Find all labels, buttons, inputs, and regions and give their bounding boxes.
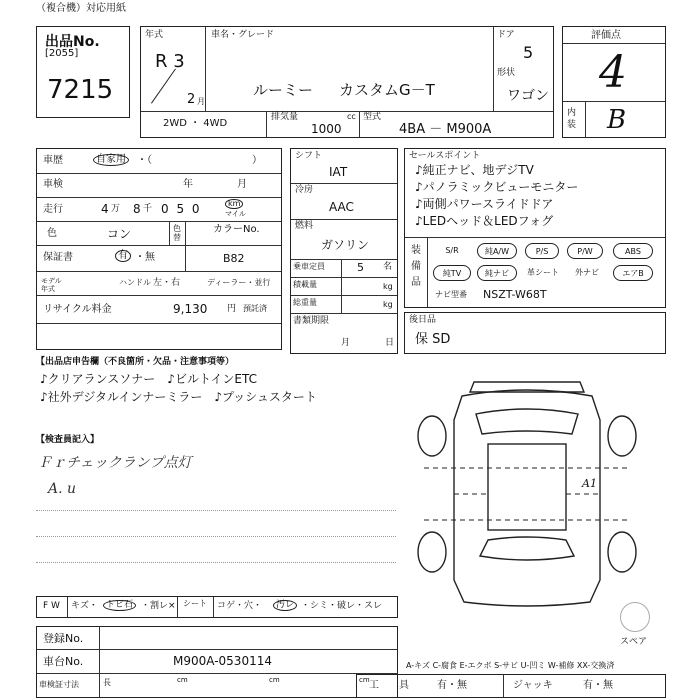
warranty-label: 保証書 (43, 252, 73, 263)
sales-equipment-block (404, 148, 666, 308)
recycle-label: リサイクル料金 (43, 304, 112, 315)
overall-score: 4 (599, 47, 627, 98)
model-code-label: 型式 (363, 112, 382, 122)
recycle-fee: 9,130 (173, 302, 208, 316)
fw-text: ・割レ× (141, 601, 176, 611)
displacement-label: 排気量 (271, 112, 299, 122)
wheel-rear-right (608, 416, 636, 456)
frame-no: M900A-0530114 (173, 654, 272, 668)
km-unit: km (225, 199, 243, 209)
after-items-value: 保 SD (415, 332, 451, 347)
after-items-box (404, 312, 666, 354)
load-unit: kg (383, 282, 393, 291)
equipment-airbag: エアB (613, 265, 653, 281)
mileage-man: 4 (101, 202, 109, 216)
month-unit: 月 (197, 97, 205, 106)
score-box (562, 26, 666, 138)
tools-value: 有・無 (437, 680, 467, 691)
equipment-tv: 純TV (433, 265, 471, 281)
fuel-value: ガソリン (321, 238, 370, 252)
drive-label: 2WD ・ 4WD (163, 118, 228, 129)
warranty-yes: 有 (115, 250, 131, 262)
recycle-deposit: 預託済 (243, 304, 267, 313)
mileage-rest: 0 5 0 (161, 202, 202, 216)
seat-label: シート (183, 599, 207, 608)
color-no: B82 (223, 252, 245, 265)
ac-value: AAC (329, 200, 354, 214)
shift-value: IAT (329, 165, 348, 179)
body-label: 形状 (497, 68, 516, 78)
declaration-line: ♪社外デジタルインナーミラー ♪プッシュスタート (40, 390, 317, 404)
cm-unit: cm (359, 676, 370, 684)
sales-point: ♪両側パワースライドドア (415, 197, 554, 211)
equipment-pw: P/W (567, 243, 603, 259)
form-note: （複合機）対応用紙 (36, 3, 126, 14)
fw-text: キズ・ (71, 601, 98, 611)
mileage-sen: 8 (133, 202, 141, 216)
color-change-label: 色替 (173, 224, 181, 242)
gross-unit: kg (383, 300, 393, 309)
registration-block (36, 626, 398, 698)
man-unit: 万 (111, 204, 121, 214)
equipment-sr: S/R (445, 246, 459, 255)
gross-label: 総重量 (293, 298, 317, 307)
lot-subcode: [2055] (45, 48, 79, 59)
year-value: R 3 (155, 51, 185, 72)
spare-label: スペア (620, 637, 648, 647)
fw-label: F W (43, 601, 60, 611)
inspection-label: 車検 (43, 179, 63, 190)
front-window (480, 537, 574, 560)
warranty-no: ・無 (135, 252, 155, 263)
frame-no-label: 車台No. (43, 655, 84, 668)
capacity-value: 5 (357, 261, 364, 274)
dealer-label: ディーラー・並行 (207, 278, 271, 287)
tools-box (356, 674, 666, 698)
damage-legend: A-キズ C-腐食 E-エクボ S-サビ U-凹ミ W-補修 XX-交換済 (406, 661, 615, 670)
doors-value: 5 (523, 43, 534, 62)
history-block (36, 148, 282, 350)
equipment-alloy-wheels: 純A/W (477, 243, 517, 259)
lot-box (36, 26, 130, 118)
handle-value: 左・右 (153, 278, 181, 288)
interior-label: 内装 (567, 108, 577, 130)
declaration-line: ♪クリアランスソナー ♪ビルトインETC (40, 372, 257, 386)
sales-point: ♪純正ナビ、地デジTV (415, 163, 534, 177)
inspector-label: 【検査員記入】 (36, 435, 100, 445)
sales-point: ♪パノラミックビューモニター (415, 180, 579, 194)
wheel-front-left (418, 532, 446, 572)
docs-month: 月 (341, 338, 351, 348)
seat-text: コゲ・穴・ (217, 601, 263, 611)
interior-score: B (607, 105, 627, 135)
docs-day: 日 (385, 338, 395, 348)
after-items-label: 後日品 (409, 315, 437, 325)
body-value: ワゴン (507, 88, 549, 104)
navi-model-label: ナビ型番 (435, 290, 467, 299)
jack-label: ジャッキ (513, 680, 553, 691)
color-value: コン (107, 227, 132, 241)
spare-tire-icon (620, 602, 650, 632)
score-label: 評価点 (591, 30, 621, 41)
reg-rest: ・（ ） (137, 155, 262, 166)
damage-mark: A1 (582, 477, 597, 490)
model-name: ルーミー (253, 81, 314, 99)
cm-unit: cm (177, 676, 188, 684)
handle-label: ハンドル (119, 278, 151, 287)
grade: カスタムG－T (339, 81, 435, 99)
inspector-note: A. u (48, 481, 77, 497)
cm-unit: cm (269, 676, 280, 684)
recycle-unit: 円 (227, 304, 237, 314)
sales-point: ♪LEDヘッド＆LEDフォグ (415, 214, 554, 228)
doors-label: ドア (497, 30, 515, 40)
tools-label: 工 具 (369, 680, 409, 691)
mileage-label: 走行 (43, 204, 63, 215)
seat-circled: 汚レ (273, 600, 297, 611)
inspection-month: 月 (237, 179, 247, 190)
jack-value: 有・無 (583, 680, 613, 691)
capacity-label: 乗車定員 (293, 262, 325, 271)
wheel-rear-left (418, 416, 446, 456)
seat-text: ・シミ・破レ・スレ (301, 601, 383, 611)
long-label: 長 (103, 678, 111, 687)
navi-model: NSZT-W68T (483, 288, 547, 301)
inspection-year: 年 (183, 179, 193, 190)
equipment-label: 装備品 (411, 245, 421, 288)
declaration-label: 【出品店申告欄（不良箇所・欠品・注意事項等） (36, 357, 235, 367)
year-label: 年式 (145, 30, 164, 40)
fw-row (36, 596, 398, 618)
equipment-abs: ABS (613, 243, 653, 259)
equipment-ps: P/S (525, 243, 559, 259)
reg-no-label: 登録No. (43, 632, 84, 645)
vehicle-block (140, 26, 554, 138)
capacity-unit: 名 (383, 262, 393, 272)
cc-unit: cc (347, 112, 356, 121)
fuel-label: 燃料 (295, 221, 314, 231)
equipment-ext-navi: 外ナビ (575, 268, 599, 277)
car-outline (454, 390, 600, 606)
mile-unit: マイル (225, 210, 246, 218)
roof (488, 444, 566, 530)
color-no-label: カラーNo. (213, 224, 260, 235)
color-label: 色 (47, 228, 57, 239)
reg-label: 車歴 (43, 155, 63, 166)
lot-label: 出品No. (45, 34, 100, 50)
sen-unit: 千 (143, 204, 153, 214)
model-year-label: モデル年式 (41, 277, 62, 293)
name-grade-label: 車名・グレード (211, 30, 275, 40)
equipment-navi: 純ナビ (477, 265, 517, 281)
equipment-leather: 革シート (527, 268, 559, 277)
lot-number: 7215 (47, 75, 114, 105)
inspector-note: Ｆｒチェックランプ点灯 (38, 455, 192, 471)
reg-value: 自家用 (93, 154, 129, 166)
load-label: 積載量 (293, 280, 317, 289)
ac-label: 冷房 (295, 185, 314, 195)
model-code: 4BA － M900A (399, 122, 492, 137)
size-label: 車検証寸法 (39, 680, 79, 689)
displacement-value: 1000 (311, 122, 342, 136)
wheel-front-right (608, 532, 636, 572)
docs-label: 書類期限 (293, 316, 330, 326)
specs-block (290, 148, 398, 354)
rear-window (476, 409, 578, 434)
shift-label: シフト (295, 151, 323, 161)
car-damage-diagram (414, 380, 640, 610)
fw-circled: トビ石 (103, 600, 136, 611)
month-value: 2 (187, 92, 196, 107)
sales-points-label: セールスポイント (409, 151, 481, 161)
